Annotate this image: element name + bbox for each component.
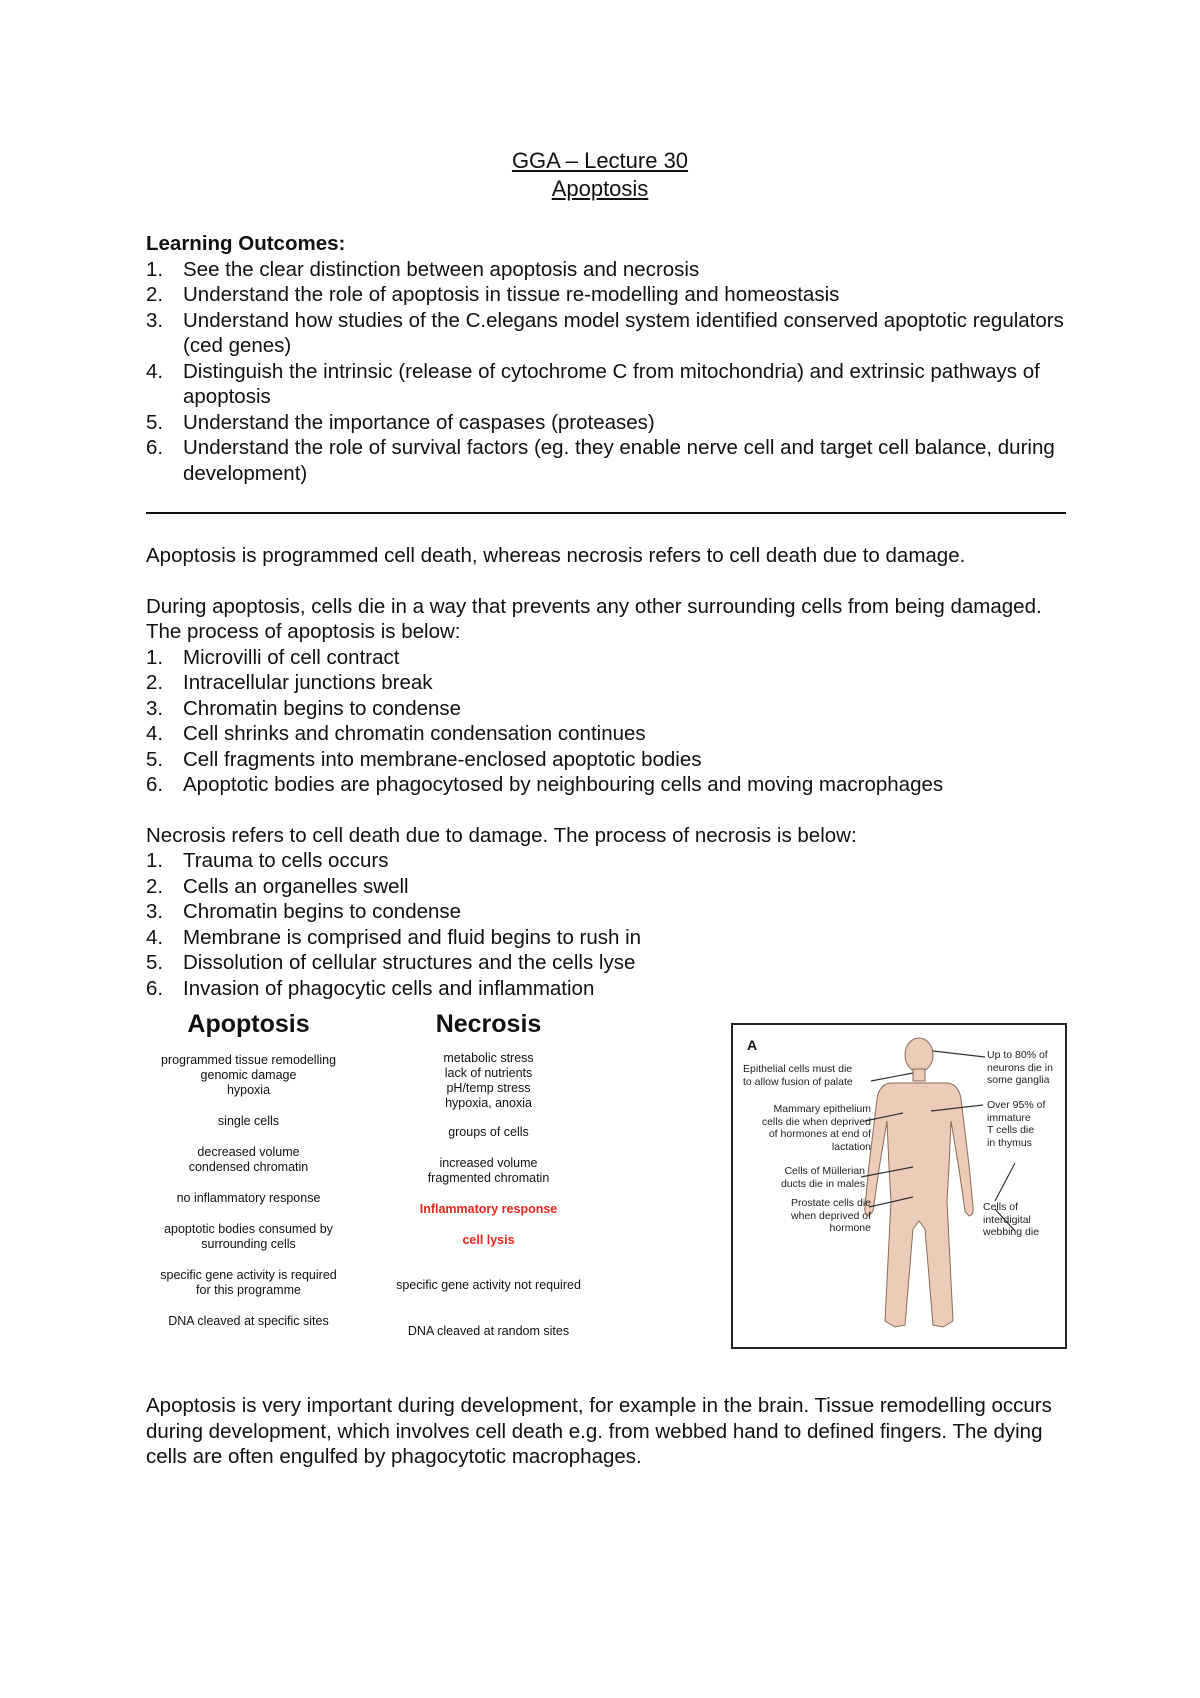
- apoptosis-column: [146, 1010, 351, 1345]
- figure-label-mullerian: Cells of Müllerian ducts die in males: [780, 1165, 865, 1190]
- list-item: 2. Intracellular junctions break: [146, 671, 433, 694]
- list-item: 1. Microvilli of cell contract: [146, 645, 400, 669]
- comparison-cell: programmed tissue remodelling genomic damage hypoxia: [160, 1053, 337, 1097]
- figure-label-palate: Epithelial cells must die to allow fusion of palate: [743, 1063, 853, 1088]
- closing-section: [146, 1393, 1066, 1470]
- main-body: [146, 543, 1066, 1001]
- list-item: 6. Invasion of phagocytic cells and inflammation: [146, 976, 595, 1000]
- figure-letter: A: [747, 1037, 758, 1053]
- list-item: 4. Membrane is comprised and fluid begins to rush in: [146, 925, 642, 949]
- comparison-cell: decreased volume condensed chromatin: [188, 1145, 309, 1174]
- closing-paragraph: Apoptosis is very important during development, for example in the brain. Tissue remodelling occurs during development, which involves cell death e.g. from webbed hand to defined fingers. The dying cells are often engulfed by phagocytotic macrophages.: [146, 1394, 1052, 1468]
- comparison-cell: increased volume fragmented chromatin: [427, 1156, 550, 1185]
- apoptosis-column-heading: Apoptosis: [187, 1010, 310, 1038]
- list-item: 2. Cells an organelles swell: [146, 874, 409, 898]
- apoptosis-necrosis-comparison: [146, 1010, 606, 1370]
- list-item: 3. Chromatin begins to condense: [146, 900, 462, 923]
- comparison-cell: DNA cleaved at specific sites: [168, 1314, 329, 1328]
- learning-outcomes-list: [146, 257, 1066, 487]
- comparison-cell: metabolic stress lack of nutrients pH/temp stress hypoxia, anoxia: [443, 1051, 534, 1110]
- necrosis-intro-paragraph: Necrosis refers to cell death due to damage. The process of necrosis is below:: [146, 823, 857, 847]
- figure-label-prostate: Prostate cells die when deprived of hormone: [791, 1197, 871, 1234]
- comparison-cell: DNA cleaved at random sites: [407, 1324, 570, 1338]
- figure-label-webbing: Cells of interdigital webbing die: [983, 1201, 1040, 1238]
- intro-paragraph: Apoptosis is programmed cell death, whereas necrosis refers to cell death due to damage.: [146, 544, 966, 567]
- necrosis-steps-list: [146, 848, 1066, 1001]
- list-item: 6. Apoptotic bodies are phagocytosed by neighbouring cells and moving macrophages: [146, 773, 944, 796]
- list-item: 2. Understand the role of apoptosis in tissue re-modelling and homeostasis: [146, 283, 840, 306]
- list-item: 4. Distinguish the intrinsic (release of cytochrome C from mitochondria) and extrinsic pathways of apoptosis: [146, 359, 1040, 408]
- human-body-figure: [731, 1023, 1067, 1349]
- list-item: 4. Cell shrinks and chromatin condensation continues: [146, 722, 646, 745]
- learning-outcomes-section: [146, 231, 1066, 486]
- list-item: 1. Trauma to cells occurs: [146, 849, 389, 872]
- comparison-cell: single cells: [217, 1114, 280, 1128]
- comparison-cell-highlight: Inflammatory response: [419, 1202, 558, 1216]
- comparison-cell: groups of cells: [448, 1125, 529, 1139]
- list-item: 1. See the clear distinction between apoptosis and necrosis: [146, 257, 700, 281]
- document-subtitle: Apoptosis: [551, 176, 649, 201]
- list-item: 6. Understand the role of survival factors (eg. they enable nerve cell and target cell balance, during development): [146, 436, 1055, 485]
- comparison-cell: specific gene activity is required for this programme: [160, 1268, 337, 1297]
- list-item: 5. Dissolution of cellular structures and the cells lyse: [146, 951, 636, 974]
- necrosis-column: [386, 1010, 591, 1355]
- body-silhouette: [865, 1038, 973, 1327]
- list-item: 3. Understand how studies of the C.elegans model system identified conserved apoptotic regulators (ced genes): [146, 308, 1064, 357]
- list-item: 3. Chromatin begins to condense: [146, 696, 462, 720]
- apoptosis-intro-paragraph: During apoptosis, cells die in a way that prevents any other surrounding cells from being damaged. The process of apoptosis is below:: [146, 594, 1042, 643]
- comparison-cell: specific gene activity not required: [396, 1278, 581, 1292]
- section-divider: [146, 512, 1066, 514]
- list-item: 5. Understand the importance of caspases (proteases): [146, 410, 655, 434]
- document-title: GGA – Lecture 30: [511, 148, 689, 173]
- list-item: 5. Cell fragments into membrane-enclosed apoptotic bodies: [146, 747, 702, 771]
- figure-label-mammary: Mammary epithelium cells die when deprived of hormones at end of lactation: [761, 1103, 871, 1153]
- figure-label-neurons: Up to 80% of neurons die in some ganglia: [987, 1049, 1053, 1086]
- learning-outcomes-heading: Learning Outcomes:: [146, 232, 346, 255]
- figure-label-tcells: Over 95% of immature T cells die in thymus: [987, 1099, 1046, 1149]
- comparison-cell: apoptotic bodies consumed by surrounding cells: [164, 1222, 333, 1251]
- necrosis-column-heading: Necrosis: [435, 1010, 542, 1038]
- comparison-cell-highlight: cell lysis: [462, 1233, 515, 1247]
- comparison-cell: no inflammatory response: [176, 1191, 321, 1205]
- apoptosis-steps-list: [146, 645, 1066, 798]
